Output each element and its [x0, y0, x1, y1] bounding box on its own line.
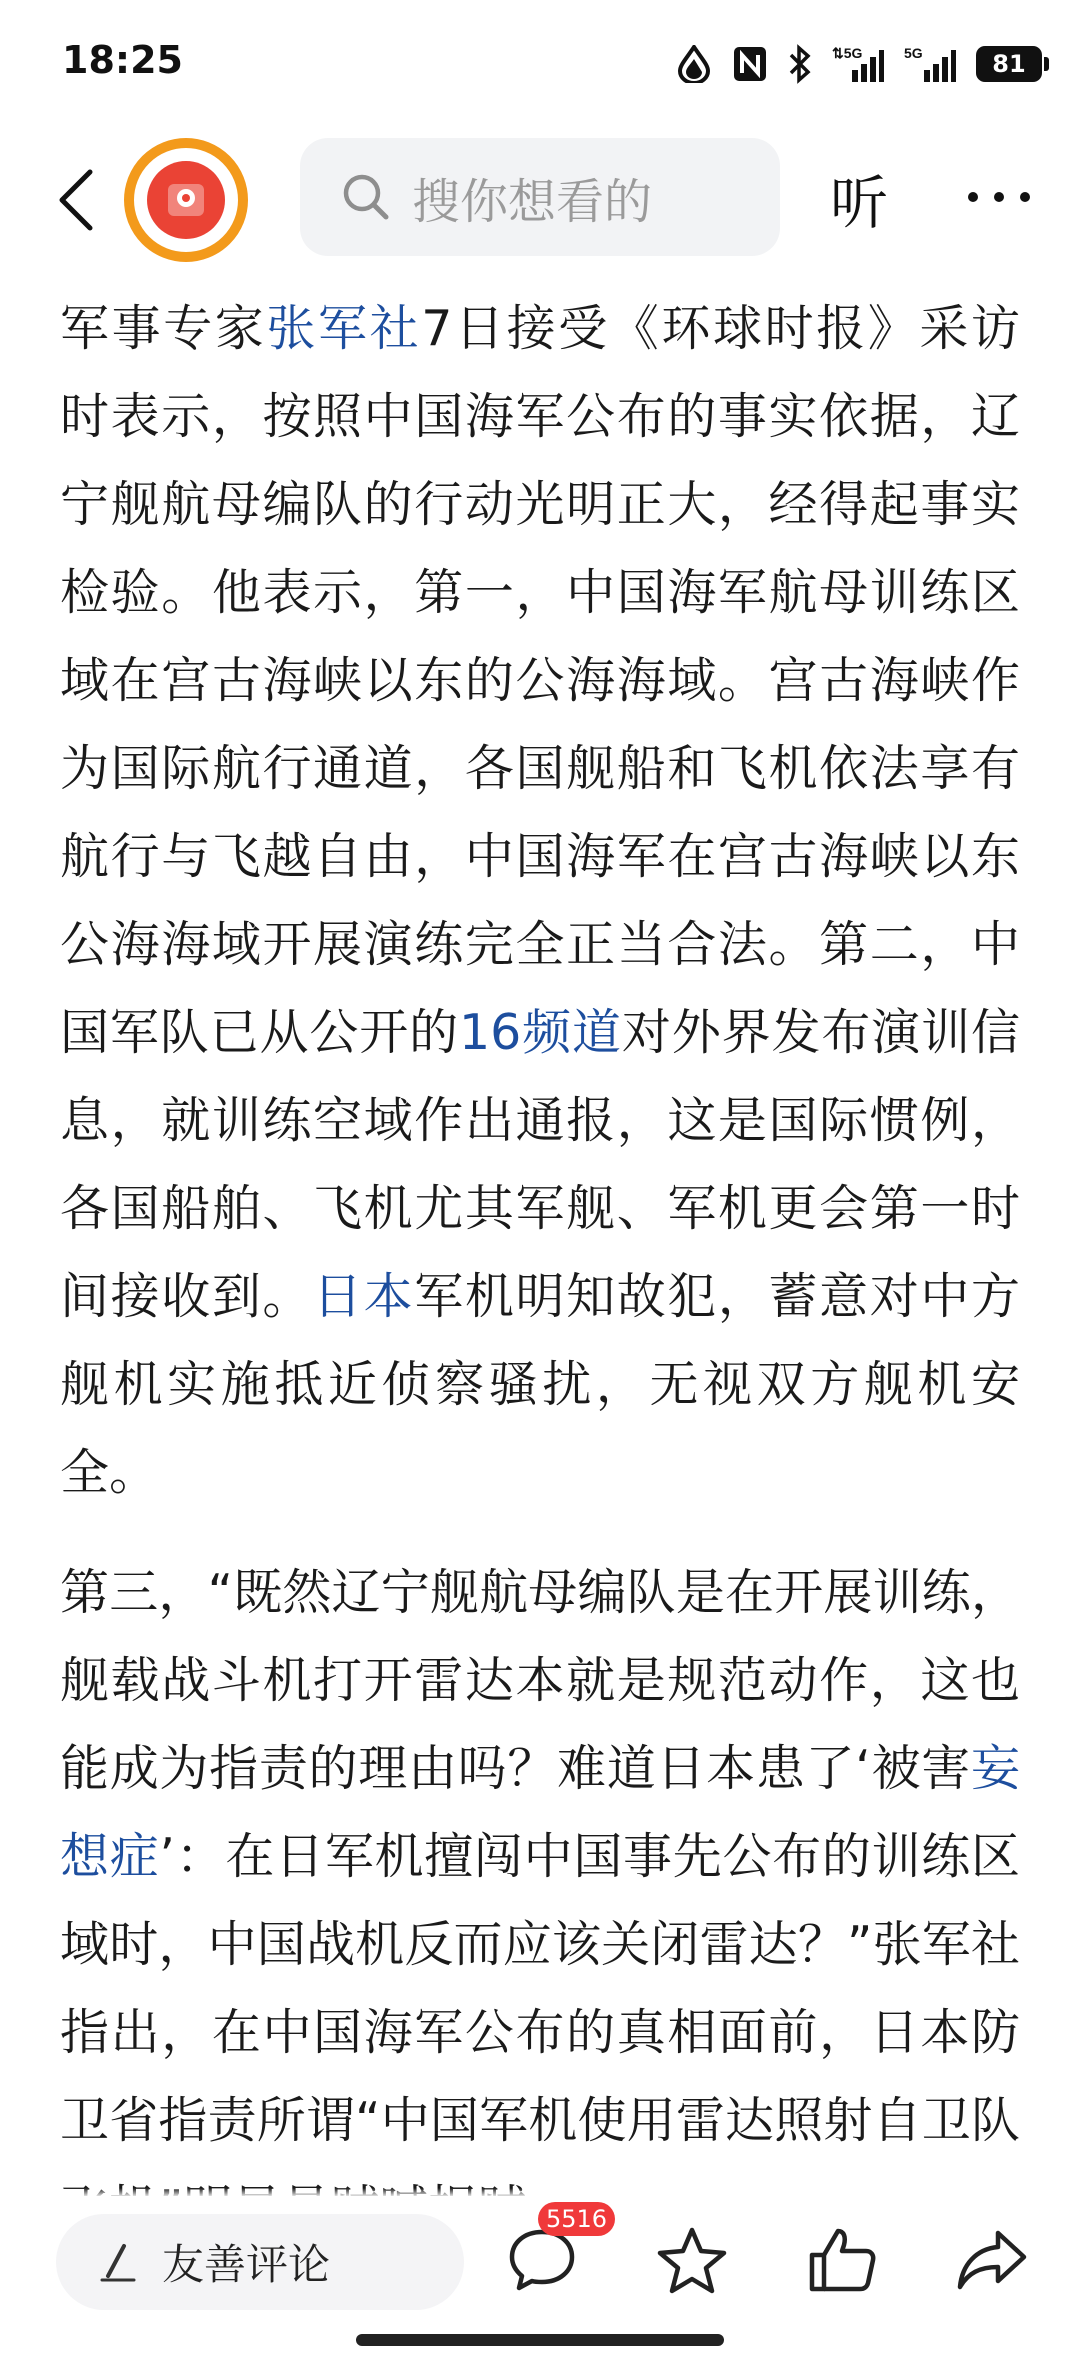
- bottom-action-bar: [0, 2196, 1080, 2376]
- comment-count-badge: 5516: [538, 2202, 615, 2236]
- paragraph-text: 第三，“既然辽宁舰航母编队是在开展训练，舰载战斗机打开雷达本就是规范动作，这也能成为指责的理由吗？难道日本患了‘被害: [60, 1564, 1020, 1797]
- svg-text:5G: 5G: [904, 45, 923, 61]
- paragraph-text: 对外界发布演训信息，就训练空域作出通报，这是国际惯例，各国船舶、飞机尤其军舰、军机更会第一时间接收到。: [60, 1004, 1020, 1325]
- favorite-button[interactable]: [650, 2218, 734, 2302]
- comment-input[interactable]: [56, 2214, 464, 2310]
- share-arrow-icon: [954, 2227, 1030, 2293]
- signal-5g-icon: [832, 44, 884, 84]
- paragraph-text: 军事专家: [60, 300, 267, 357]
- chevron-left-icon: [56, 168, 96, 232]
- search-input[interactable]: [300, 138, 780, 256]
- battery-indicator: 81: [976, 46, 1042, 82]
- listen-button[interactable]: 听: [830, 169, 889, 237]
- red-envelope-icon: [147, 161, 225, 239]
- top-nav-bar: [0, 130, 1080, 270]
- bottom-fade: [0, 2188, 1080, 2196]
- search-placeholder: 搜你想看的: [412, 173, 653, 230]
- search-icon: [338, 169, 394, 225]
- thumbs-up-icon: [806, 2225, 878, 2295]
- paragraph-text: ’：在日军机擅闯中国事先公布的训练区域时，中国战机反而应该关闭雷达？”张军社指出，在中国海军公布的真相面前，日本防卫省指责所谓“中国军机使用雷达照射自卫队: [60, 1828, 1020, 2149]
- like-button[interactable]: [800, 2218, 884, 2302]
- comment-bubble-icon: [506, 2226, 578, 2294]
- pen-icon: [96, 2240, 140, 2284]
- entity-link-paranoia[interactable]: 妄想症: [60, 1740, 1020, 1885]
- article-paragraph-1: [60, 285, 1020, 1517]
- svg-text:⇅5G: ⇅5G: [832, 45, 863, 61]
- comment-placeholder: 友善评论: [162, 2240, 331, 2289]
- data-saver-icon: [676, 45, 712, 83]
- entity-link-zhang-junshe[interactable]: 张军社: [266, 300, 422, 357]
- more-options-button[interactable]: [964, 162, 1034, 232]
- entity-link-channel-16[interactable]: 16频道: [458, 1004, 622, 1061]
- article-body: [60, 285, 1020, 2253]
- status-time: 18:25: [62, 38, 183, 82]
- paragraph-text: 7日接受《环球时报》采访时表示，按照中国海军公布的事实依据，辽宁舰航母编队的行动光明正大，经得起事实检验。他表示，第一，中国海军航母训练区域在宫古海峡以东的公海海域。宫古海峡作为国际航行通道，各国舰船和飞机依法享有航行与飞越自由，中国海军在宫古海峡以东公海海域开展演练完全正当合法。第二，中国军队已从公开的: [60, 300, 1020, 1061]
- status-icons: [676, 42, 1042, 86]
- star-icon: [656, 2225, 728, 2295]
- share-button[interactable]: [950, 2218, 1034, 2302]
- entity-link-japan[interactable]: 日本: [313, 1268, 415, 1325]
- nfc-icon: [732, 45, 768, 83]
- article-paragraph-2: [60, 1549, 1020, 2253]
- publisher-avatar[interactable]: [124, 138, 248, 262]
- bluetooth-icon: [788, 44, 812, 84]
- more-dots-icon: [964, 189, 1034, 205]
- paragraph-text: 军机明知故犯，蓄意对中方舰机实施抵近侦察骚扰，无视双方舰机安全。: [60, 1268, 1020, 1501]
- back-button[interactable]: [46, 160, 106, 240]
- status-bar: [0, 0, 1080, 120]
- signal-5g-icon-2: [904, 44, 956, 84]
- home-indicator[interactable]: [356, 2334, 724, 2346]
